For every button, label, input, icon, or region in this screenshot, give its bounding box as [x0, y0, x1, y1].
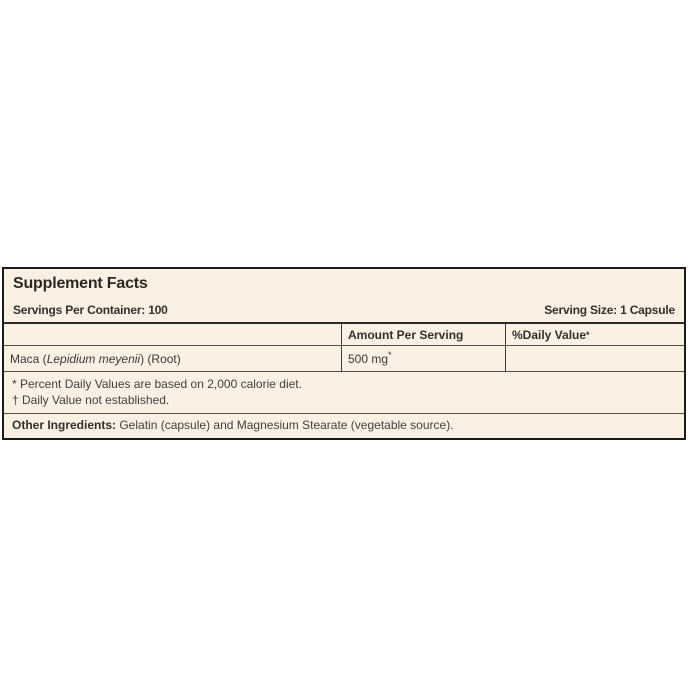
- amount-footnote-mark: *: [388, 349, 392, 360]
- panel-title: Supplement Facts: [13, 275, 148, 292]
- servings-per-container: Servings Per Container: 100: [13, 303, 168, 317]
- amount-cell: [341, 346, 505, 372]
- daily-value-header: %Daily Value: [512, 327, 587, 342]
- ingredient-name-prefix: Maca (: [10, 351, 47, 366]
- ingredient-name-suffix: ) (Root): [140, 351, 181, 366]
- footnote-daily-values: * Percent Daily Values are based on 2,000 calorie diet.: [12, 377, 302, 391]
- other-ingredients-text: Gelatin (capsule) and Magnesium Stearate (vegetable source).: [116, 418, 454, 432]
- header-cell-amount: [341, 324, 505, 346]
- amount-value: [348, 349, 392, 366]
- panel-head: [4, 269, 684, 322]
- amount-number: 500 mg: [348, 351, 389, 366]
- footnotes-section: [4, 372, 684, 414]
- ingredient-latin-name: Lepidium meyenii: [46, 351, 141, 366]
- ingredient-name-cell: [4, 346, 341, 372]
- serving-size: Serving Size: 1 Capsule: [544, 303, 675, 317]
- ingredient-name: [10, 352, 181, 366]
- daily-value-cell: [505, 346, 684, 372]
- amount-per-serving-header: Amount Per Serving: [348, 327, 464, 342]
- facts-table: [4, 322, 684, 372]
- supplement-facts-panel: [2, 267, 686, 440]
- footnote-not-established: † Daily Value not established.: [12, 393, 170, 407]
- table-header-row: [4, 324, 684, 346]
- header-cell-ingredient: [4, 324, 341, 346]
- servings-row: [13, 303, 675, 317]
- table-row-maca: [4, 346, 684, 372]
- other-ingredients-section: [4, 414, 684, 438]
- other-ingredients-label: Other Ingredients:: [12, 418, 117, 432]
- header-cell-daily-value: %Daily Value *: [505, 324, 684, 346]
